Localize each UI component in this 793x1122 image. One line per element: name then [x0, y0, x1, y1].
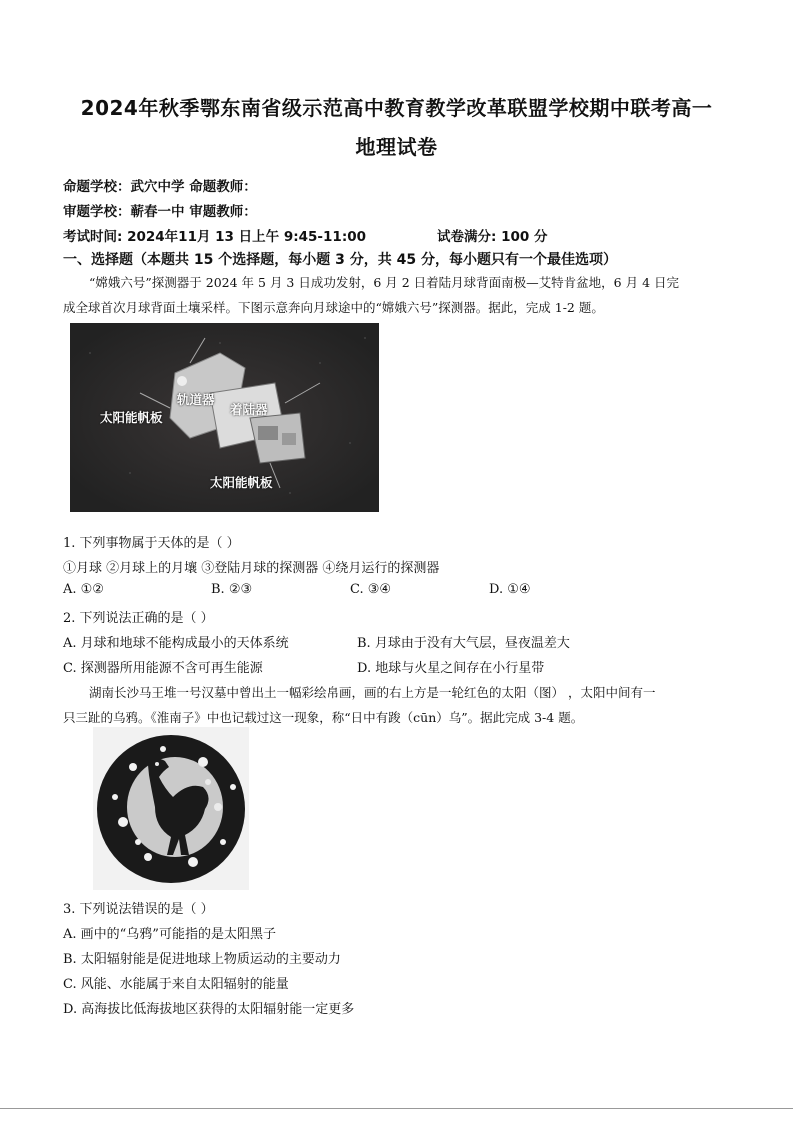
q2-stem: 2. 下列说法正确的是（ ）: [63, 611, 214, 626]
q3-option-d: D. 高海拔比低海拔地区获得的太阳辐射能一定更多: [63, 1002, 355, 1017]
q1-option-a: A. ①②: [63, 582, 104, 597]
label-lander: 着陆器: [230, 402, 268, 417]
q1-stem: 1. 下列事物属于天体的是（ ）: [63, 536, 240, 551]
q3-stem: 3. 下列说法错误的是（ ）: [63, 902, 214, 917]
passage-2: [63, 680, 731, 730]
q3-option-c: C. 风能、水能属于来自太阳辐射的能量: [63, 977, 289, 992]
meta-time: 考试时间: 2024年11月 13 日上午 9:45-11:00: [63, 229, 366, 245]
q1-option-b: B. ②③: [211, 582, 253, 597]
probe-photo: [70, 323, 379, 512]
label-solar-panel-left: 太阳能帆板: [100, 410, 163, 425]
passage-1-line2: 成全球首次月球背面土壤采样。下图示意奔向月球途中的“嫦娥六号”探测器。据此，完成 1-2 题。: [63, 300, 604, 315]
passage-2-line1: 湖南长沙马王堆一号汉墓中曾出土一幅彩绘帛画，画的右上方是一轮红色的太阳（图） ，太阳中间有一: [89, 685, 656, 700]
q3-option-b: B. 太阳辐射能是促进地球上物质运动的主要动力: [63, 952, 341, 967]
passage-2-line2: 只三趾的乌鸦。《淮南子》中也记载过这一现象，称“日中有踆（cūn）乌”。据此完成 3-4 题。: [63, 710, 584, 725]
passage-1: [63, 270, 731, 320]
meta-score: 试卷满分: 100 分: [437, 229, 548, 245]
q2-option-b: B. 月球由于没有大气层，昼夜温差大: [357, 636, 570, 651]
q2-option-d: D. 地球与火星之间存在小行星带: [357, 661, 545, 676]
label-solar-panel-bottom: 太阳能帆板: [210, 475, 273, 490]
section-heading: 一、选择题（本题共 15 个选择题，每小题 3 分，共 45 分，每小题只有一个最佳选项）: [63, 252, 617, 268]
sun-crow-illustration: [93, 727, 249, 890]
q2-option-c: C. 探测器所用能源不含可再生能源: [63, 661, 263, 676]
passage-1-line1: “嫦娥六号”探测器于 2024 年 5 月 3 日成功发射，6 月 2 日着陆月球背面南极—艾特肯盆地，6 月 4 日完: [89, 275, 679, 290]
exam-title-line1: 2024年秋季鄂东南省级示范高中教育教学改革联盟学校期中联考高一: [80, 96, 713, 120]
meta-proposer: 命题学校：武穴中学 命题教师：: [63, 179, 257, 195]
page-bottom-divider: [0, 1108, 793, 1109]
label-orbiter: 轨道器: [177, 392, 215, 407]
q1-items: ①月球 ②月球上的月壤 ③登陆月球的探测器 ④绕月运行的探测器: [63, 561, 440, 576]
exam-title-line2: 地理试卷: [355, 135, 438, 159]
meta-reviewer: 审题学校：蕲春一中 审题教师：: [63, 204, 257, 220]
q1-option-c: C. ③④: [350, 582, 392, 597]
sun-crow-painting: [93, 727, 249, 890]
q2-option-a: A. 月球和地球不能构成最小的天体系统: [63, 636, 289, 651]
q1-option-d: D. ①④: [489, 582, 531, 597]
q3-option-a: A. 画中的“乌鸦”可能指的是太阳黑子: [63, 927, 276, 942]
